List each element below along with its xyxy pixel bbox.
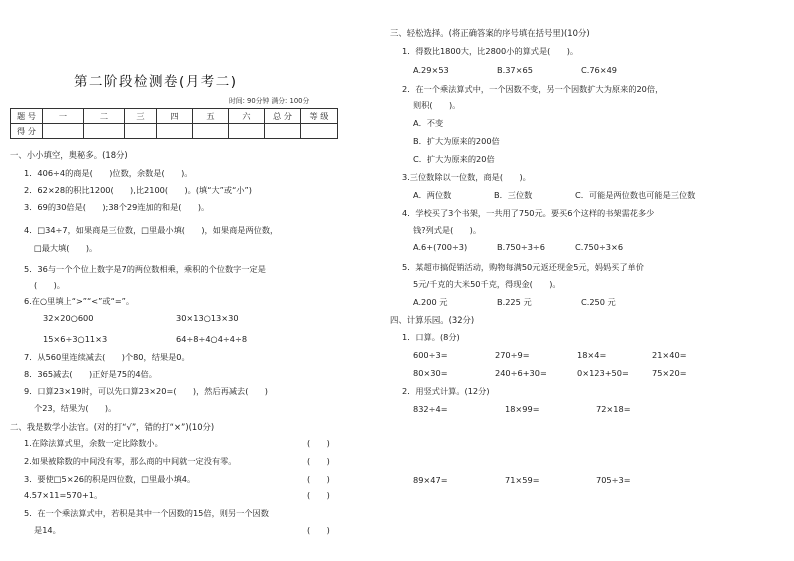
choice-option: A．两位数 <box>413 190 452 200</box>
score-header-cell: 三 <box>125 109 157 124</box>
question-1-2: 2．62×28的积比1200( ),比2100( )。(填“大”或“小”) <box>24 185 252 195</box>
question-1-7: 7．从560里连续减去( )个80，结果是0。 <box>24 352 190 362</box>
question-3-5-line2: 5元/千克的大米50千克，得现金( )。 <box>413 279 561 289</box>
score-blank-cell[interactable] <box>157 124 193 139</box>
choice-option: C．可能是两位数也可能是三位数 <box>575 190 696 200</box>
answer-bracket[interactable]: ( ) <box>307 474 330 484</box>
score-header-cell: 等 级 <box>301 109 338 124</box>
score-blank-cell[interactable] <box>43 124 84 139</box>
compare-item: 32×20○600 <box>43 313 94 323</box>
score-blank-cell[interactable] <box>193 124 229 139</box>
compare-item: 64÷8÷4○4÷4÷8 <box>176 334 248 344</box>
question-2-4: 4.57×11=570+1。 <box>24 490 103 500</box>
choice-option: A.6+(700÷3) <box>413 242 468 252</box>
oral-calc-heading: 1．口算。(8分) <box>402 332 460 342</box>
section-4-title: 四、计算乐园。(32分) <box>390 315 475 325</box>
choice-option: A．不变 <box>413 118 444 128</box>
score-header-cell: 二 <box>84 109 125 124</box>
score-header-cell: 题 号 <box>11 109 43 124</box>
score-row-label: 得 分 <box>11 124 43 139</box>
section-3-title: 三、轻松选择。(将正确答案的序号填在括号里)(10分) <box>390 28 590 38</box>
question-2-2: 2.如果被除数的中间没有零，那么商的中间就一定没有零。 <box>24 456 237 466</box>
question-1-9-line1: 9．口算23×19时，可以先口算23×20=( )，然后再减去( ) <box>24 386 268 396</box>
oral-calc-item: 21×40= <box>652 350 687 360</box>
oral-calc-item: 80×30= <box>413 368 448 378</box>
question-2-5-line2: 是14。 <box>34 525 61 535</box>
question-1-1: 1．406÷4的商是( )位数，余数是( )。 <box>24 168 193 178</box>
score-header-cell: 一 <box>43 109 84 124</box>
question-3-2-line1: 2．在一个乘法算式中，一个因数不变，另一个因数扩大为原来的20倍， <box>402 84 664 94</box>
question-3-5-line1: 5．某超市搞促销活动，购物每满50元返还现金5元，妈妈买了单价 <box>402 262 644 272</box>
vertical-calc-item: 832÷4= <box>413 404 448 414</box>
answer-bracket[interactable]: ( ) <box>307 490 330 500</box>
question-1-4-line1: 4．□34÷7，如果商是三位数，□里最小填( )，如果商是两位数， <box>24 225 279 235</box>
score-blank-cell[interactable] <box>84 124 125 139</box>
question-3-2-line2: 则积( )。 <box>413 100 461 110</box>
question-1-3: 3．69的30倍是( );38个29连加的和是( )。 <box>24 202 210 212</box>
question-3-4-line2: 钱?列式是( )。 <box>413 225 482 235</box>
oral-calc-item: 75×20= <box>652 368 687 378</box>
score-table-header-row <box>11 109 338 124</box>
oral-calc-item: 18×4= <box>577 350 607 360</box>
section-1-title: 一、小小填空，奥秘多。(18分) <box>10 150 128 160</box>
choice-option: B.225 元 <box>497 297 532 307</box>
compare-item: 15×6÷3○11×3 <box>43 334 108 344</box>
vertical-calc-item: 705÷3= <box>596 475 631 485</box>
question-2-3: 3．要使□5×26的积是四位数，□里最小填4。 <box>24 474 196 484</box>
choice-option: B.750÷3÷6 <box>497 242 545 252</box>
answer-bracket[interactable]: ( ) <box>307 456 330 466</box>
question-2-5-line1: 5．在一个乘法算式中，若积是其中一个因数的15倍，则另一个因数 <box>24 508 269 518</box>
vertical-calc-item: 72×18= <box>596 404 631 414</box>
question-3-1: 1．得数比1800大，比2800小的算式是( )。 <box>402 46 579 56</box>
score-blank-cell[interactable] <box>301 124 338 139</box>
score-table <box>10 108 338 139</box>
oral-calc-item: 270÷9= <box>495 350 530 360</box>
vertical-calc-heading: 2．用竖式计算。(12分) <box>402 386 490 396</box>
choice-option: B．三位数 <box>494 190 533 200</box>
vertical-calc-item: 71×59= <box>505 475 540 485</box>
score-header-cell: 六 <box>229 109 265 124</box>
score-header-cell: 四 <box>157 109 193 124</box>
answer-bracket[interactable]: ( ) <box>307 438 330 448</box>
question-3-3: 3.三位数除以一位数，商是( )。 <box>402 172 531 182</box>
choice-option: C.250 元 <box>581 297 616 307</box>
question-1-8: 8．365减去( )正好是75的4倍。 <box>24 369 157 379</box>
choice-option: B.37×65 <box>497 65 533 75</box>
oral-calc-item: 600÷3= <box>413 350 448 360</box>
score-header-cell: 总 分 <box>265 109 301 124</box>
page-title: 第二阶段检测卷(月考二) <box>74 74 238 90</box>
question-1-5-line1: 5．36与一个个位上数字是7的两位数相乘，乘积的个位数字一定是 <box>24 264 266 274</box>
score-blank-cell[interactable] <box>125 124 157 139</box>
oral-calc-item: 240÷6+30= <box>495 368 547 378</box>
choice-option: C.750÷3×6 <box>575 242 624 252</box>
score-blank-cell[interactable] <box>265 124 301 139</box>
choice-option: B．扩大为原来的200倍 <box>413 136 500 146</box>
answer-bracket[interactable]: ( ) <box>307 525 330 535</box>
question-1-4-line2: □最大填( )。 <box>34 243 98 253</box>
choice-option: A.200 元 <box>413 297 448 307</box>
vertical-calc-item: 18×99= <box>505 404 540 414</box>
choice-option: A.29×53 <box>413 65 449 75</box>
score-table-score-row <box>11 124 338 139</box>
score-header-cell: 五 <box>193 109 229 124</box>
question-3-4-line1: 4．学校买了3个书架，一共用了750元。要买6个这样的书架需花多少 <box>402 208 655 218</box>
score-blank-cell[interactable] <box>229 124 265 139</box>
compare-item: 30×13○13×30 <box>176 313 239 323</box>
question-1-9-line2: 个23，结果为( )。 <box>34 403 117 413</box>
question-1-5-line2: ( )。 <box>34 280 65 290</box>
exam-time-and-score: 时间: 90分钟 满分: 100分 <box>229 97 310 105</box>
oral-calc-item: 0×123+50= <box>577 368 629 378</box>
choice-option: C.76×49 <box>581 65 618 75</box>
section-2-title: 二、我是数学小法官。(对的打“√”，错的打“×”)(10分) <box>10 422 215 432</box>
choice-option: C．扩大为原来的20倍 <box>413 154 495 164</box>
question-2-1: 1.在除法算式里，余数一定比除数小。 <box>24 438 163 448</box>
question-1-6: 6.在○里填上“>”“<”或“=”。 <box>24 296 135 306</box>
vertical-calc-item: 89×47= <box>413 475 448 485</box>
